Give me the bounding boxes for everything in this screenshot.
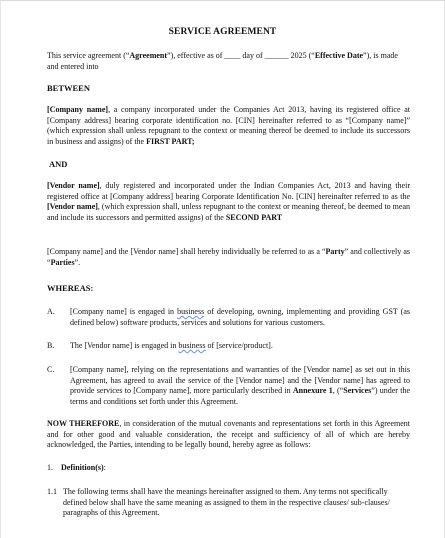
parties-text-3: ”. [74,257,81,267]
vendor-name-placeholder: [Vendor name] [47,181,100,190]
recital-a-underlined: business [177,307,205,316]
whereas-heading: WHEREAS: [47,283,94,293]
parties-term: Parties [50,257,75,267]
clause-1-1-text: The following terms shall have the meanings hereinafter assigned to them. Any terms not specifically defined below shall have the same meaning as assigned to them in the respective clauses/ sub-clauses/ paragraphs of this Agreement. [63,487,390,518]
recital-b-text-2: of [service/product]. [205,341,273,350]
recital-c-text [70,365,410,407]
intro-paragraph [47,51,410,72]
vendor-party-text-2: , (which expression shall, unless repugnant to the context or meaning thereof, be deemed to mean and include its successors and permitted assigns) of the [47,202,411,222]
first-part-label: FIRST PART; [146,136,195,146]
section-1-number: 1. [47,463,53,472]
recital-b-underlined: business [178,341,206,350]
effective-date-term: Effective Date [314,51,364,60]
recital-a-text [70,307,410,328]
annexure-1-ref: Annexure 1 [292,386,333,396]
intro-text-3: ”), is made and entered into [47,51,398,71]
recital-c-text-2: , (“ [332,386,344,396]
recital-b-text-1: The [Vendor name] is engaged in [70,341,179,350]
vendor-party-text-1: , duly registered and incorporated under the Indian Companies Act, 2013 and having their registered office at [Company address] bearing Corporate Identification No. [CIN] hereinafter referred to as the [47,181,410,201]
recital-b-text [70,341,410,352]
document-title: SERVICE AGREEMENT [168,27,277,37]
parties-definition-paragraph [47,247,410,268]
now-therefore-label: NOW THEREFORE [47,419,120,428]
vendor-name-placeholder-2: [Vendor name] [47,202,98,212]
parties-text-2: ” and collectively as “ [47,247,410,267]
company-name-placeholder: [Company name] [47,105,109,114]
section-1-title [61,463,106,474]
recital-a-label: A. [47,307,55,316]
recital-c-text-3: ”) under the terms and conditions set forth under this Agreement. [70,386,411,406]
recital-a-text-1: [Company name] is engaged in [70,307,178,316]
definitions-heading: Definition(s) [61,463,104,472]
recital-b-label: B. [47,341,55,350]
now-therefore-paragraph [47,419,410,451]
intro-text-1: This service agreement (“ [47,51,130,60]
company-party-text: , a company incorporated under the Companies Act 2013, having its registered office at [Company address] bearing corporate identification no. [CIN] hereinafter referred to as “[Company name]” (which expression shall unless repugnant to the context or meaning thereof be deemed to include its successors in business and assigns) of the [47,105,410,146]
and-heading: AND [49,159,68,169]
recital-a-text-2: of developing, owning, implementing and providing GST (as defined below) software products, services and solutions for various customers. [70,307,410,327]
company-party-paragraph [47,105,410,147]
parties-text-1: [Company name] and the [Vendor name] shall hereby individually be referred to as a “ [47,247,326,256]
clause-1-1-number: 1.1 [47,487,57,496]
party-term: Party [325,247,345,256]
intro-text-2: ”), effective as of ____ day of ______ 2025 (“ [167,51,315,60]
recital-c-label: C. [47,365,55,374]
between-heading: BETWEEN [47,83,90,93]
second-part-label: SECOND PART [225,212,283,222]
agreement-term: Agreement [129,51,168,60]
services-term: Services [343,386,372,396]
now-therefore-text: , in consideration of the mutual covenants and representations set forth in this Agreement and for other good and valuable consideration, the receipt and sufficiency of all of which are hereby acknowledged, the Parties, intending to be legally bound, hereby agree as follows: [47,419,410,450]
definitions-colon: : [103,463,106,472]
vendor-party-paragraph [47,181,410,223]
recital-c-text-1: [Company name], relying on the representations and warranties of the [Vendor name] as set out in this Agreement, has agreed to avail the service of the [Vendor name] and the [Vendor name] has agreed to provide services to [Company name], more particularly described in [70,365,410,396]
